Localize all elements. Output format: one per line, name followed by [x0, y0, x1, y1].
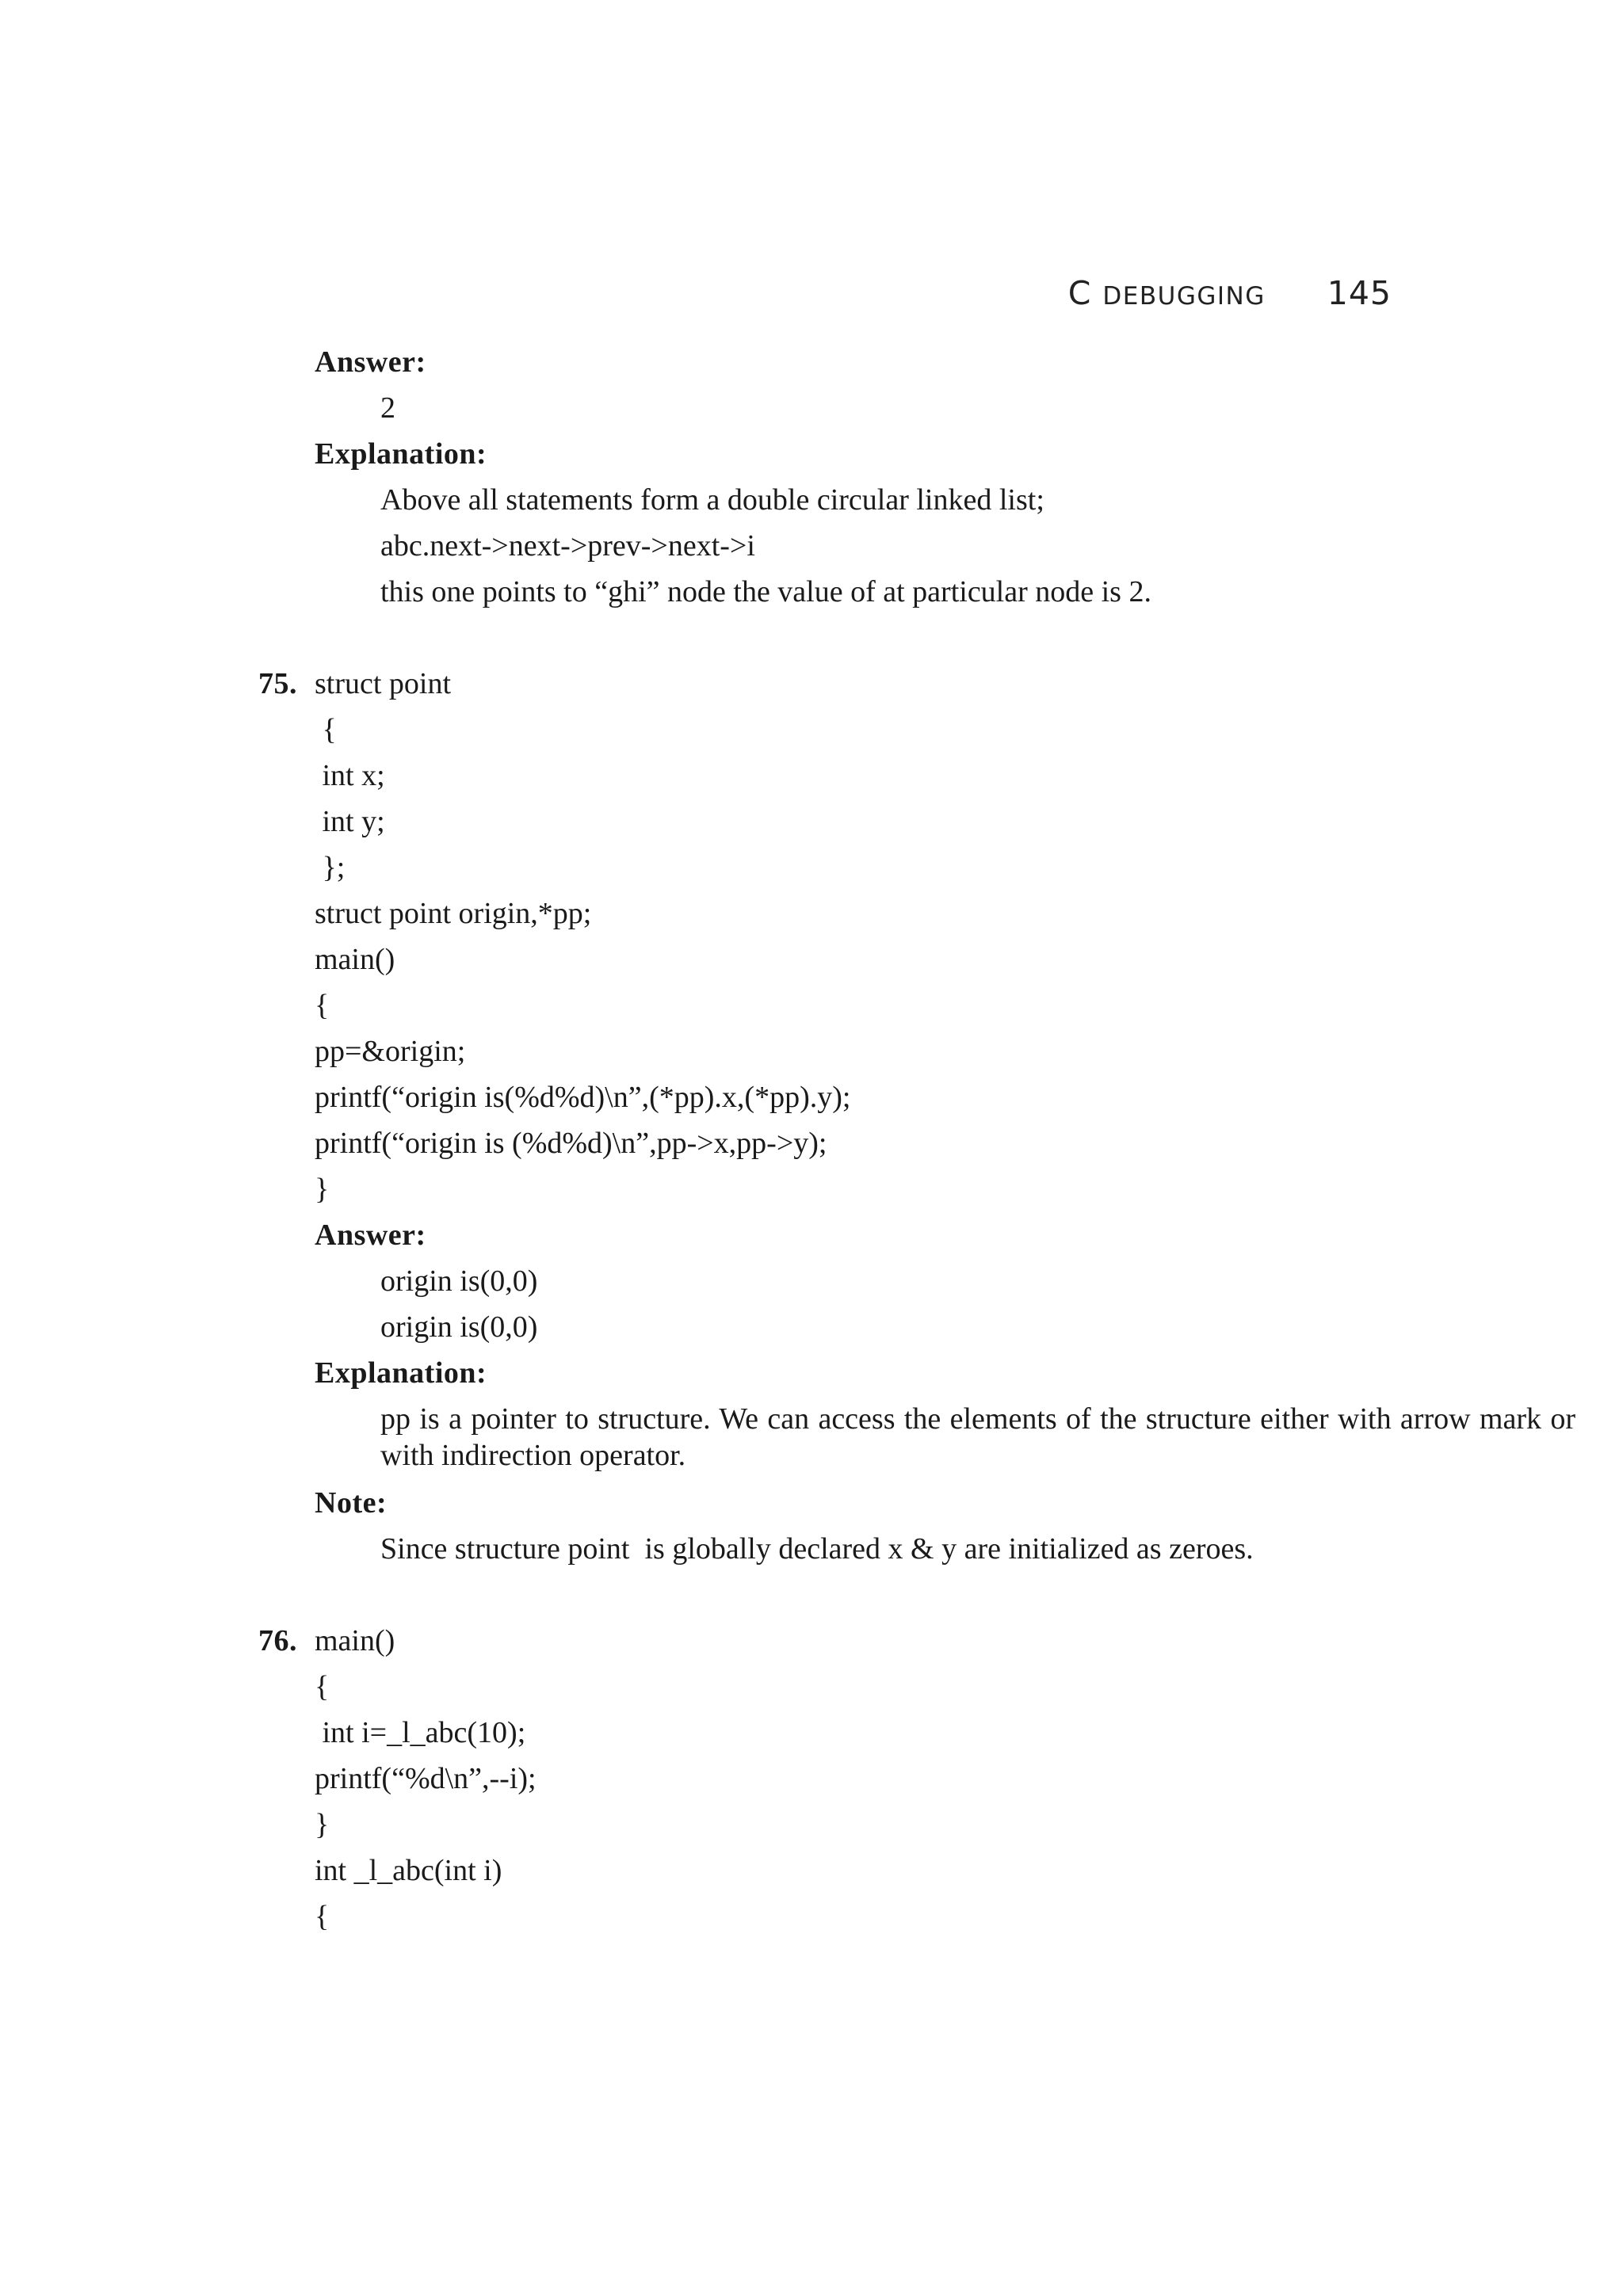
code-line: printf(“origin is (%d%d)\n”,pp->x,pp->y);	[315, 1127, 827, 1160]
code-line: pp=&origin;	[315, 1035, 466, 1068]
note-text: Since structure point is globally declared x & y are initialized as zeroes.	[380, 1532, 1254, 1566]
chapter-title-rest: DEBUGGING	[1102, 282, 1266, 311]
code-line: main()	[315, 1624, 395, 1657]
code-line: {	[315, 989, 330, 1022]
answer-label: Answer:	[315, 345, 426, 379]
explanation-line: abc.next->next->prev->next->i	[380, 529, 755, 563]
code-line: printf(“origin is(%d%d)\n”,(*pp).x,(*pp).y);	[315, 1081, 851, 1114]
answer-value: 2	[380, 391, 395, 425]
code-line: printf(“%d\n”,--i);	[315, 1762, 537, 1795]
code-line: };	[315, 851, 346, 884]
code-line: main()	[315, 943, 395, 976]
code-line: {	[315, 1900, 330, 1933]
explanation-label: Explanation:	[315, 437, 487, 471]
code-line: int y;	[315, 805, 385, 838]
running-header	[1068, 274, 1392, 312]
answer-line: origin is(0,0)	[380, 1264, 538, 1298]
page-number: 145	[1327, 274, 1392, 312]
chapter-title	[1068, 274, 1266, 312]
code-line: }	[315, 1173, 330, 1206]
note-label: Note:	[315, 1486, 388, 1520]
answer-label: Answer:	[315, 1219, 426, 1252]
code-line: int i=_l_abc(10);	[315, 1716, 526, 1749]
code-line: }	[315, 1808, 330, 1841]
explanation-paragraph: pp is a pointer to structure. We can access the elements of the structure either with arrow mark or with indirection operator.	[380, 1402, 1575, 1472]
code-line: {	[315, 1670, 330, 1703]
explanation-line: Above all statements form a double circular linked list;	[380, 483, 1044, 517]
question-number: 76.	[258, 1624, 297, 1657]
question-number: 75.	[258, 667, 297, 700]
code-line: int x;	[315, 759, 385, 792]
code-line: struct point origin,*pp;	[315, 897, 592, 930]
explanation-label: Explanation:	[315, 1356, 487, 1390]
code-line: struct point	[315, 667, 452, 700]
chapter-title-initial: C	[1067, 274, 1092, 312]
answer-line: origin is(0,0)	[380, 1310, 538, 1344]
code-line: int _l_abc(int i)	[315, 1854, 502, 1887]
explanation-line: this one points to “ghi” node the value of at particular node is 2.	[380, 575, 1151, 608]
code-line: {	[315, 713, 337, 746]
